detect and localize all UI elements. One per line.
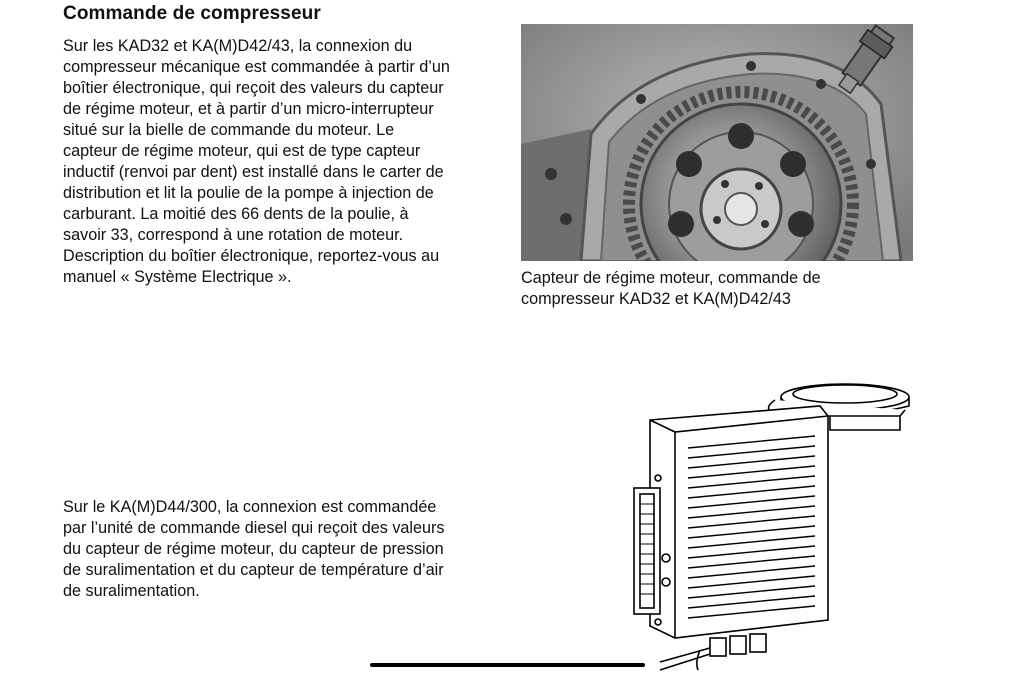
engine-speed-sensor-photo: [521, 24, 913, 261]
text-line: de suralimentation.: [63, 582, 200, 600]
caption-line: compresseur KAD32 et KA(M)D42/43: [521, 290, 791, 308]
text-line: inductif (renvoi par dent) est installé dans le carter de: [63, 163, 444, 181]
paragraph-compressor-control: [63, 36, 493, 288]
text-line: du capteur de régime moteur, du capteur de pression: [63, 540, 444, 558]
text-line: carburant. La moitié des 66 dents de la poulie, à: [63, 205, 409, 223]
text-line: Sur les KAD32 et KA(M)D42/43, la connexion du: [63, 37, 413, 55]
text-line: de suralimentation et du capteur de température d’air: [63, 561, 444, 579]
text-line: savoir 33, correspond à une rotation de moteur.: [63, 226, 404, 244]
gear-housing-illustration: [521, 24, 913, 261]
text-line: distribution et lit la poulie de la pompe à injection de: [63, 184, 434, 202]
text-line: capteur de régime moteur, qui est de type capteur: [63, 142, 421, 160]
text-line: Sur le KA(M)D44/300, la connexion est commandée: [63, 498, 437, 516]
paragraph-diesel-control-unit: [63, 497, 493, 602]
section-divider: [370, 663, 645, 667]
text-line: de régime moteur, et à partir d’un micro-interrupteur: [63, 100, 434, 118]
text-line: compresseur mécanique est commandée à partir d’un: [63, 58, 450, 76]
text-line: par l’unité de commande diesel qui reçoit des valeurs: [63, 519, 445, 537]
text-line: boîtier électronique, qui reçoit des valeurs du capteur: [63, 79, 444, 97]
control-unit-illustration: [600, 370, 1024, 675]
section-title: Commande de compresseur: [63, 3, 321, 24]
text-line: situé sur la bielle de commande du moteur. Le: [63, 121, 395, 139]
caption-line: Capteur de régime moteur, commande de: [521, 269, 821, 287]
text-line: Description du boîtier électronique, reportez-vous au: [63, 247, 440, 265]
text-line: manuel « Système Electrique ».: [63, 268, 292, 286]
control-unit-drawing: [600, 370, 1024, 675]
figure-caption: [521, 268, 821, 310]
